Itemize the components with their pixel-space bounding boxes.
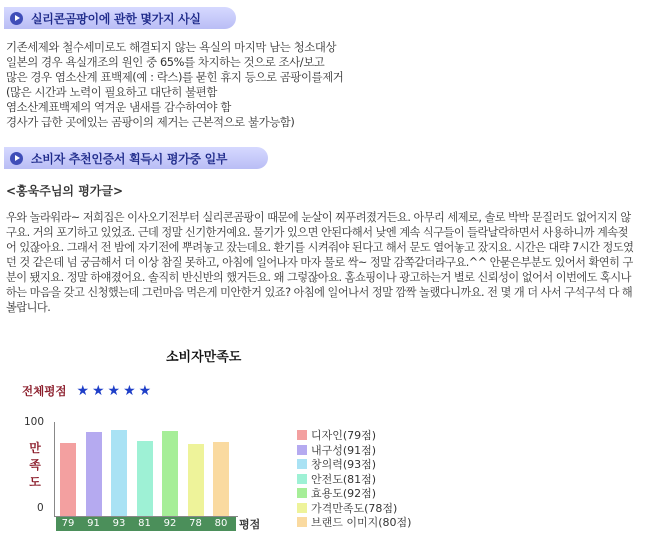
satisfaction-title: 소비자만족도 [166,350,242,365]
bar-value-label: 81 [138,518,151,529]
bar-3 [137,441,153,516]
review-heading: <홍욱주님의 평가글> [6,184,124,198]
bar-5 [188,444,204,516]
bar-value-label: 80 [214,518,228,529]
legend-swatch [297,488,307,498]
review-body: 우와 놀라워라~ 저희집은 이사오기전부터 실리콘곰팡이 때문에 눈살이 찌푸려졌거든요. 아무리 세제로, 솔로 박박 문질러도 없어지지 않구요. 거의 포기하고 있었죠. 근데 정말 신기한거예요. 물기가 있으면 안된다해서 낮엔 계속 식구들이 들락날락하면서 사용하니까 계속젖어 있잖아요. 그래서 전 밤에 자기전에 뿌려놓고 잤는데요. 환기를 시켜줘야 된다고 해서 문도 열어놓고 잤지요. 시간은 대략 7시간 정도였던 것 같은데 넘 궁금해서 더 이상 참질 못하고, 아침에 일어나자 마자 물로 싹~ 정말 감쪽같더라구요.^^ 안묻은부분도 있어서 확연히 구분이 됐지요. 정말 하얘졌어요. 솔직히 반신반의 했거든요. 왜 그렇잖아요. 홈쇼핑이나 광고하는거 별로 신뢰성이 없어서 이번에도 혹시나 하는 마음을 갖고 신청했는데 그런마음 먹은게 미안한거 있죠? 아침에 일어나서 정말 깜짝 놀랬다니까요. 전 몇 개 더 사서 구석구석 다 해볼랍니다. [6,211,634,314]
bar-value-label: 79 [61,518,75,529]
y-axis-title-char: 족 [29,458,41,472]
legend-label: 안전도(81점) [311,472,377,486]
bar-2 [111,430,127,516]
fact-line: 기존세제와 철수세미로도 해결되지 않는 욕실의 마지막 남는 청소대상 [6,40,337,54]
legend-swatch [297,430,307,440]
bar-value-label: 93 [112,518,126,529]
y-tick-label: 100 [24,416,45,428]
legend-item [297,501,411,516]
play-bullet-icon [10,12,23,25]
legend-item [297,457,411,472]
satisfaction-bar-chart [20,412,270,537]
play-bullet-icon [10,152,23,165]
y-axis-line [54,422,55,517]
section-header-consumer-certificate [4,147,268,169]
legend-label: 내구성(91점) [311,443,377,457]
legend-item [297,515,411,530]
bar-6 [213,442,229,516]
legend-label: 효용도(92점) [311,487,377,501]
bar-1 [86,432,102,516]
x-axis-unit: 평점 [239,518,261,531]
legend-label: 창의력(93점) [311,458,377,472]
bar-value-label: 91 [87,518,100,529]
bar-0 [60,443,76,516]
fact-line: 많은 경우 염소산계 표백제(예 : 락스)를 묻힌 휴지 등으로 곰팡이를제거 [6,70,344,84]
overall-rating [22,383,155,399]
fact-line: 일본의 경우 욕실개조의 원인 중 65%를 차지하는 것으로 조사/보고 [6,55,325,69]
y-tick-label: 0 [37,502,44,514]
legend-item [297,443,411,458]
legend-swatch [297,503,307,513]
legend-swatch [297,474,307,484]
full-stars-icon: ★★★★ [76,383,139,399]
legend-item [297,472,411,487]
legend-label: 디자인(79점) [311,429,377,443]
legend-item [297,486,411,501]
star-rating-icons [76,383,155,399]
legend-label: 가격만족도(78점) [311,501,398,515]
section-title: 실리콘곰팡이에 관한 몇가지 사실 [31,11,201,26]
overall-rating-label: 전체평점 [22,384,67,398]
legend-swatch [297,517,307,527]
y-axis-title-char: 만 [29,441,41,455]
bar-value-label: 78 [189,518,202,529]
y-axis-title-char: 도 [29,475,41,489]
facts-list [6,40,636,130]
fact-line: 염소산계표백제의 역겨운 냄새를 감수하여야 함 [6,100,231,114]
fact-line: (많은 시간과 노력이 필요하고 대단히 불편함 [6,85,218,99]
legend-swatch [297,445,307,455]
legend-label: 브랜드 이미지(80점) [311,516,412,530]
legend-swatch [297,459,307,469]
legend-item [297,428,411,443]
half-star-icon: ★ [138,383,155,399]
section-title: 소비자 추천인증서 획득시 평가중 일부 [31,151,228,166]
section-header-silicone-facts [4,7,236,29]
bar-value-label: 92 [163,518,177,529]
bar-4 [162,431,178,516]
fact-line: 경사가 급한 곳에있는 곰팡이의 제거는 근본적으로 불가능함) [6,115,295,129]
y-axis-title [28,440,42,491]
chart-legend [297,428,411,530]
